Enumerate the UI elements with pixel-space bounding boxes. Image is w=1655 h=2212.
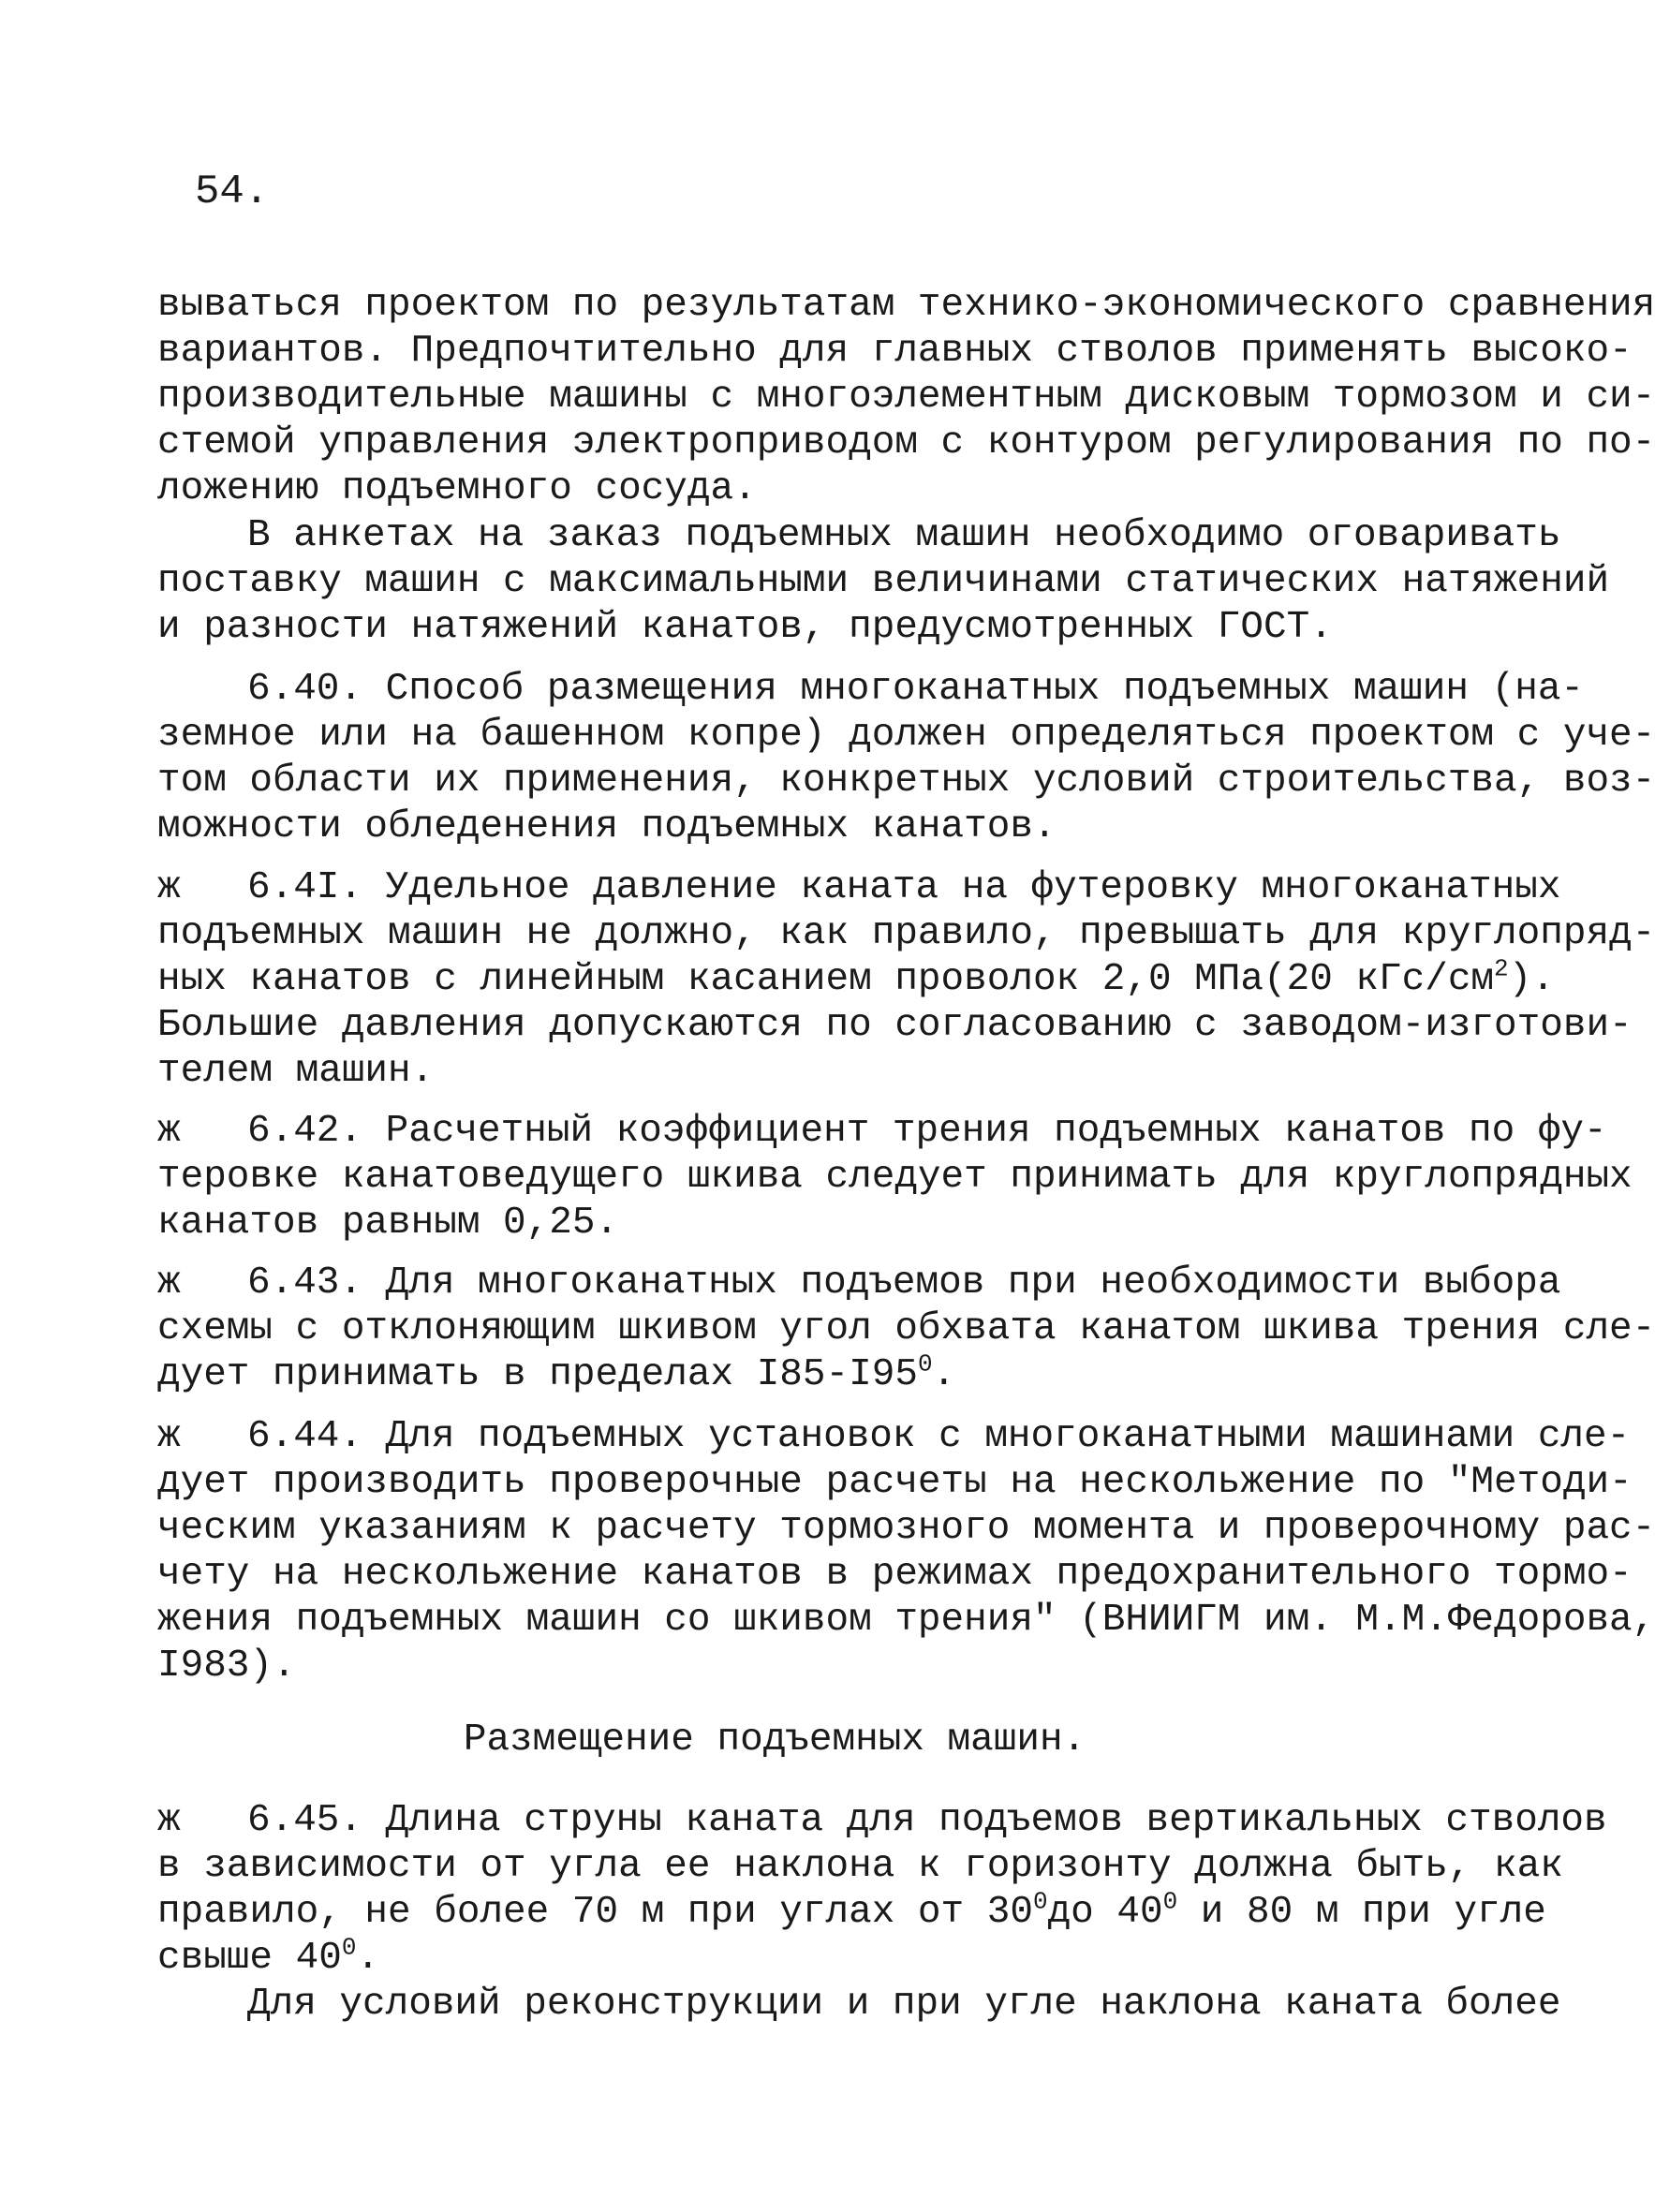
clause-first-line: 6.42. Расчетный коэффициент трения подъемных канатов по фу- bbox=[247, 1110, 1607, 1153]
clause-first-line: 6.43. Для многоканатных подъемов при необходимости выбора bbox=[247, 1261, 1561, 1305]
text-line: Для условий реконструкции и при угле наклона каната более bbox=[247, 1983, 1561, 2026]
section-heading: Размещение подъемных машин. bbox=[463, 1718, 1086, 1762]
text-line: телем машин. bbox=[157, 1050, 435, 1093]
text-line: 6.40. Способ размещения многоканатных подъемных машин (на- bbox=[247, 668, 1585, 711]
text-line: производительные машины с многоэлементным дисковым тормозом и си- bbox=[157, 376, 1655, 419]
text-line: I983). bbox=[157, 1644, 296, 1688]
change-mark: ж bbox=[157, 866, 181, 909]
paragraph-reconstruction bbox=[157, 1982, 1561, 2028]
text-line: чету на нескольжение канатов в режимах предохранительного тормо- bbox=[157, 1553, 1633, 1596]
text-line: канатов равным 0,25. bbox=[157, 1202, 619, 1245]
text-line-with-degree: дует принимать в пределах $I85-I95^0$. bbox=[157, 1349, 956, 1396]
clause-6-41 bbox=[157, 865, 1655, 1095]
clause-first-line: 6.44. Для подъемных установок с многоканатными машинами сле- bbox=[247, 1415, 1631, 1458]
paragraph-questionnaire bbox=[157, 513, 1610, 651]
clause-6-40 bbox=[157, 667, 1655, 850]
text-line: вариантов. Предпочтительно для главных стволов применять высоко- bbox=[157, 330, 1633, 373]
clause-first-line: 6.45. Длина струны каната для подъемов вертикальных стволов bbox=[247, 1799, 1607, 1842]
text-line: жения подъемных машин со шкивом трения" (ВНИИГМ им. М.М.Федорова, bbox=[157, 1599, 1655, 1642]
text-line-with-unit: ных канатов с линейным касанием проволок 2,0 МПа(20 кГс/$см^2$). bbox=[157, 954, 1555, 1001]
change-mark: ж bbox=[157, 1799, 181, 1842]
page-number: 54. bbox=[195, 169, 270, 215]
text-line: вываться проектом по результатам технико-экономического сравнения bbox=[157, 284, 1655, 327]
clause-6-44 bbox=[157, 1414, 1655, 1689]
change-mark: ж bbox=[157, 1261, 181, 1305]
text-line: Большие давления допускаются по согласованию с заводом-изготови- bbox=[157, 1004, 1633, 1047]
clause-6-43 bbox=[157, 1261, 1655, 1398]
clause-6-42 bbox=[157, 1109, 1633, 1246]
text-line: схемы с отклоняющим шкивом угол обхвата канатом шкива трения сле- bbox=[157, 1307, 1655, 1350]
clause-6-45 bbox=[157, 1798, 1607, 1982]
change-mark: ж bbox=[157, 1110, 181, 1153]
text-line: стемой управления электроприводом с контуром регулирования по по- bbox=[157, 421, 1655, 465]
clause-first-line: 6.4I. Удельное давление каната на футеровку многоканатных bbox=[247, 866, 1561, 909]
text-line: ческим указаниям к расчету тормозного момента и проверочному рас- bbox=[157, 1507, 1655, 1550]
text-line: подъемных машин не должно, как правило, превышать для круглопряд- bbox=[157, 912, 1655, 955]
paragraph-continuation bbox=[157, 283, 1655, 512]
text-line: и разности натяжений канатов, предусмотренных ГОСТ. bbox=[157, 606, 1333, 649]
text-line: можности обледенения подъемных канатов. bbox=[157, 805, 1057, 848]
text-line: В анкетах на заказ подъемных машин необходимо оговаривать bbox=[247, 514, 1561, 557]
change-mark: ж bbox=[157, 1415, 181, 1458]
text-line: поставку машин с максимальными величинами статических натяжений bbox=[157, 560, 1610, 603]
text-line: дует производить проверочные расчеты на нескольжение по "Методи- bbox=[157, 1461, 1633, 1504]
text-line: том области их применения, конкретных условий строительства, воз- bbox=[157, 759, 1655, 803]
text-line: земное или на башенном копре) должен определяться проектом с уче- bbox=[157, 714, 1655, 757]
text-line-with-degree: свыше $40^0$. bbox=[157, 1933, 380, 1980]
text-line: в зависимости от угла ее наклона к горизонту должна быть, как bbox=[157, 1845, 1563, 1888]
text-line: теровке канатоведущего шкива следует принимать для круглопрядных bbox=[157, 1156, 1633, 1199]
text-line: ложению подъемного сосуда. bbox=[157, 467, 757, 510]
text-line-with-degrees: правило, не более 70 м при углах от $30^0до$ $40^0$ и 80 м при угле bbox=[157, 1887, 1546, 1934]
